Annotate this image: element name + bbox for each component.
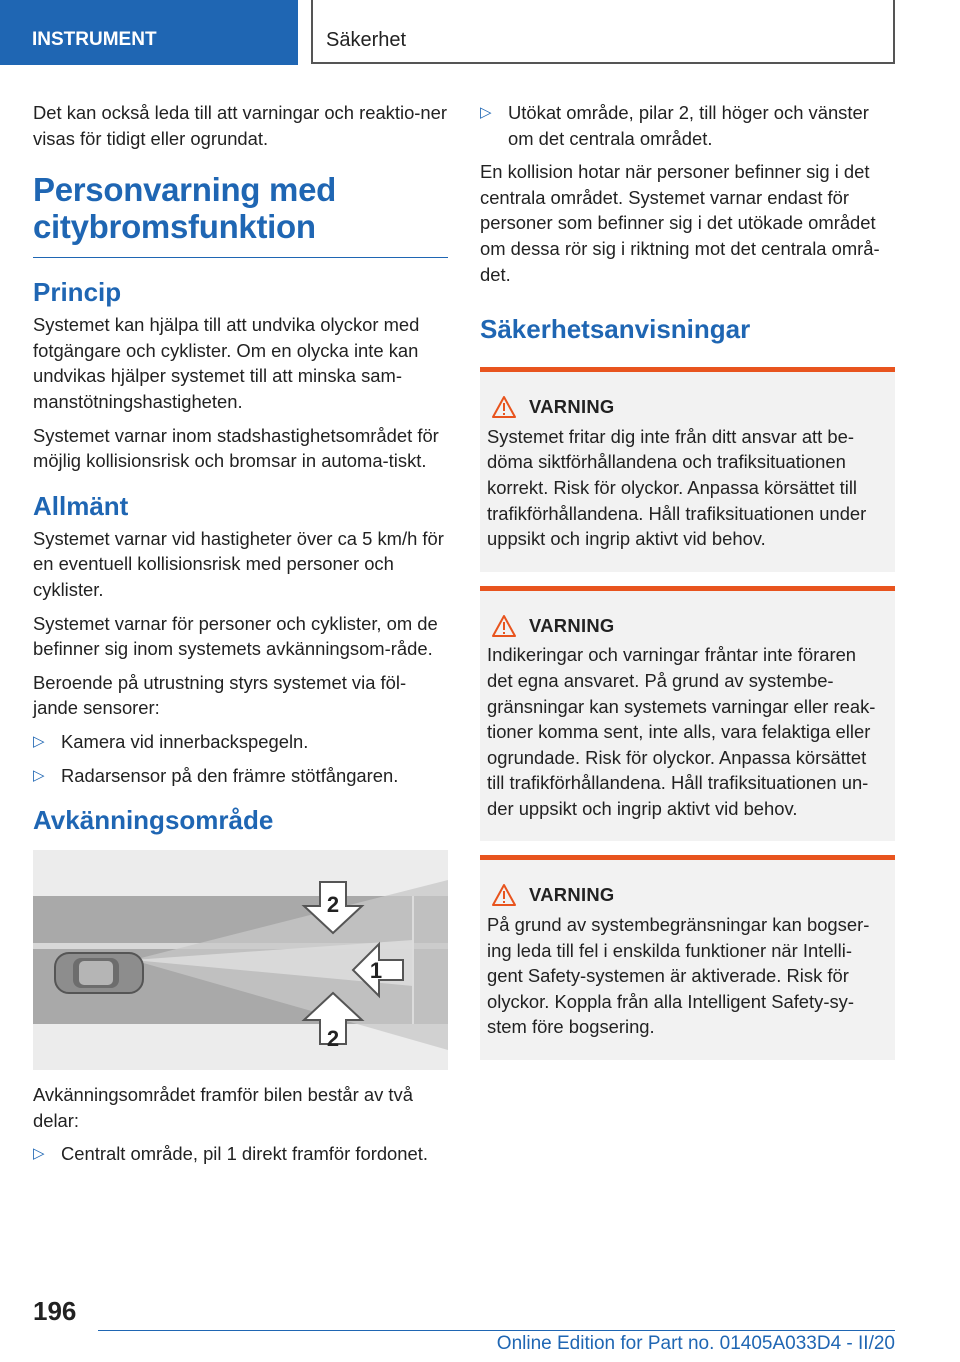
figure-label-2-bottom: 2 (326, 1026, 340, 1052)
chapter-title: Personvarning med citybromsfunktion (33, 171, 336, 246)
avkanning-heading: Avkänningsområde (33, 805, 274, 836)
princip-heading: Princip (33, 277, 122, 308)
list-item-text: Radarsensor på den främre stötfångaren. (61, 764, 399, 786)
list-item-text: Kamera vid innerbackspegeln. (61, 730, 309, 752)
warning-triangle-icon (491, 395, 517, 419)
princip-paragraph-1: Systemet kan hjälpa till att undvika olyckor med fotgängare och cyklister. Om en olycka inte kan undvikas hjälper systemet till att minska sam-manstötningshastigheten. (33, 314, 420, 412)
car-icon (55, 953, 143, 993)
warning-box (480, 586, 895, 842)
warning-title: VARNING (529, 614, 615, 636)
list-item-text: Utökat område, pilar 2, till höger och vänster om det centrala området. (508, 102, 869, 149)
chapter-tab: INSTRUMENT (0, 0, 298, 65)
left-column (33, 100, 448, 1175)
warning-text: Systemet fritar dig inte från ditt ansvar att be-döma siktförhållandena och trafiksituationen korrekt. Risk för olyckor. Anpassa körsättet till trafikförhållandena. Håll trafiksituationen under uppsikt och ingrip aktivt vid behov. (487, 425, 867, 550)
warning-title: VARNING (529, 884, 615, 906)
safety-heading: Säkerhetsanvisningar (480, 314, 751, 345)
detection-area-list (33, 1141, 448, 1167)
triangle-bullet-icon: ▷ (33, 766, 45, 784)
list-item (33, 763, 448, 789)
chapter-divider (33, 257, 448, 258)
page-number: 196 (33, 1296, 77, 1326)
sensor-list (33, 729, 448, 788)
detection-area-list-continued (480, 100, 895, 151)
warning-text: På grund av systembegränsningar kan bogser-ing leda till fel i enskilda funktioner när Intelli-gent Safety-systemen är aktiverade. Risk för olyckor. Koppla från alla Intelligent Safety-sy-stem före bogsering. (487, 914, 870, 1038)
collision-paragraph: En kollision hotar när personer befinner sig i det centrala området. Systemet varnar endast för personer som befinner sig i det utökade området om dessa rör sig i riktning mot det centrala områ-det. (480, 161, 880, 285)
list-item (33, 729, 448, 755)
triangle-bullet-icon: ▷ (33, 732, 45, 750)
list-item (480, 100, 895, 151)
intro-paragraph: Det kan också leda till att varningar och reaktio-ner visas för tidigt eller ogrundat. (33, 102, 447, 149)
footer-divider (98, 1330, 895, 1331)
warning-triangle-icon (491, 614, 517, 638)
right-column (480, 100, 895, 1074)
detection-area-figure (33, 850, 448, 1070)
warning-box (480, 855, 895, 1060)
warning-text: Indikeringar och varningar fråntar inte föraren det egna ansvaret. På grund av systembe-gränsningar kan systemets varningar eller reak-tioner komma sent, inte alls, vara felaktiga eller ogrundade. Risk för olyckor. Anpassa körsättet till trafikförhållandena. Håll trafiksituationen un-der uppsikt och ingrip aktivt vid behov. (487, 644, 876, 819)
figure-caption: Avkänningsområdet framför bilen består av två delar: (33, 1084, 413, 1131)
triangle-bullet-icon: ▷ (480, 104, 492, 121)
allmant-heading: Allmänt (33, 490, 129, 521)
footer-edition[interactable]: Online Edition for Part no. 01405A033D4 - II/20 (496, 1333, 895, 1354)
warning-triangle-icon (491, 883, 517, 907)
allmant-paragraph-3: Beroende på utrustning styrs systemet via föl-jande sensorer: (33, 671, 407, 719)
list-item-text: Centralt område, pil 1 direkt framför fordonet. (61, 1143, 428, 1165)
figure-label-2-top: 2 (326, 892, 340, 918)
warning-title: VARNING (529, 396, 615, 418)
warning-box (480, 367, 895, 572)
allmant-paragraph-1: Systemet varnar vid hastigheter över ca 5 km/h för en eventuell kollisionsrisk med personer och cyklister. (33, 527, 444, 600)
detection-area-illustration (33, 850, 448, 1070)
figure-label-1: 1 (369, 958, 383, 984)
triangle-bullet-icon: ▷ (33, 1145, 45, 1163)
section-title: Säkerhet (311, 0, 895, 64)
princip-paragraph-2: Systemet varnar inom stadshastighetsområdet för möjlig kollisionsrisk och bromsar in automa-tiskt. (33, 424, 439, 472)
allmant-paragraph-2: Systemet varnar för personer och cyklister, om de befinner sig inom systemets avkänningsom-råde. (33, 612, 438, 660)
list-item (33, 1141, 448, 1167)
